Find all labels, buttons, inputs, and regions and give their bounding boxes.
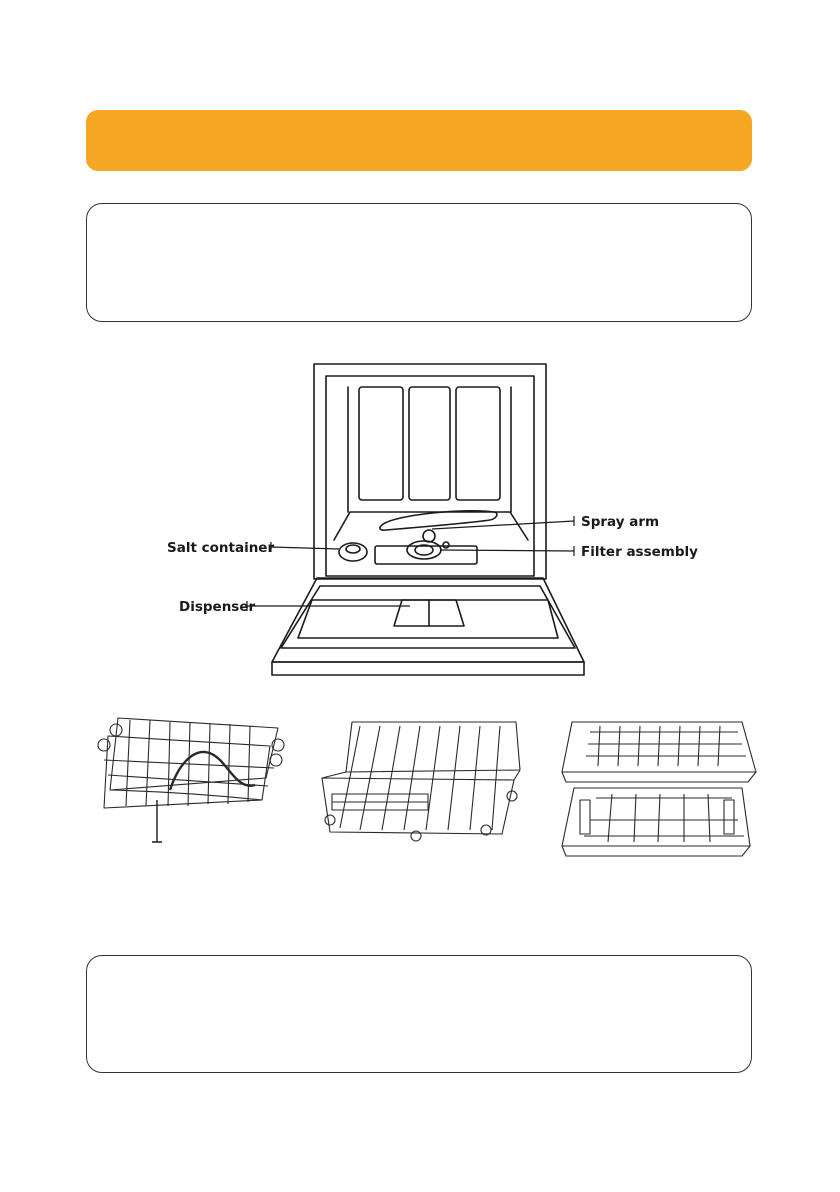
dispenser-label: Dispenser (179, 599, 256, 615)
filter-assembly-callout-line (440, 546, 574, 556)
salt-container-label: Salt container (167, 540, 275, 556)
spray-arm-shape (380, 511, 497, 530)
lower-rack (322, 722, 520, 841)
spray-arm-label: Spray arm (581, 514, 660, 530)
upper-rack (98, 718, 284, 842)
filter-assembly-label: Filter assembly (581, 544, 698, 560)
cutlery-tray-top (562, 722, 756, 782)
spray-arm-hub (423, 530, 435, 542)
note-box-bottom (86, 955, 752, 1073)
dispenser-callout-line (247, 601, 410, 611)
section-header-banner (86, 110, 752, 171)
salt-container-shape (339, 543, 367, 561)
salt-container-callout-line (271, 542, 339, 552)
spray-arm-callout-line (432, 516, 574, 529)
dispenser-shape (394, 600, 464, 626)
dishwasher-diagram (0, 345, 840, 865)
cutlery-tray-bottom (562, 788, 750, 856)
note-box-top (86, 203, 752, 322)
